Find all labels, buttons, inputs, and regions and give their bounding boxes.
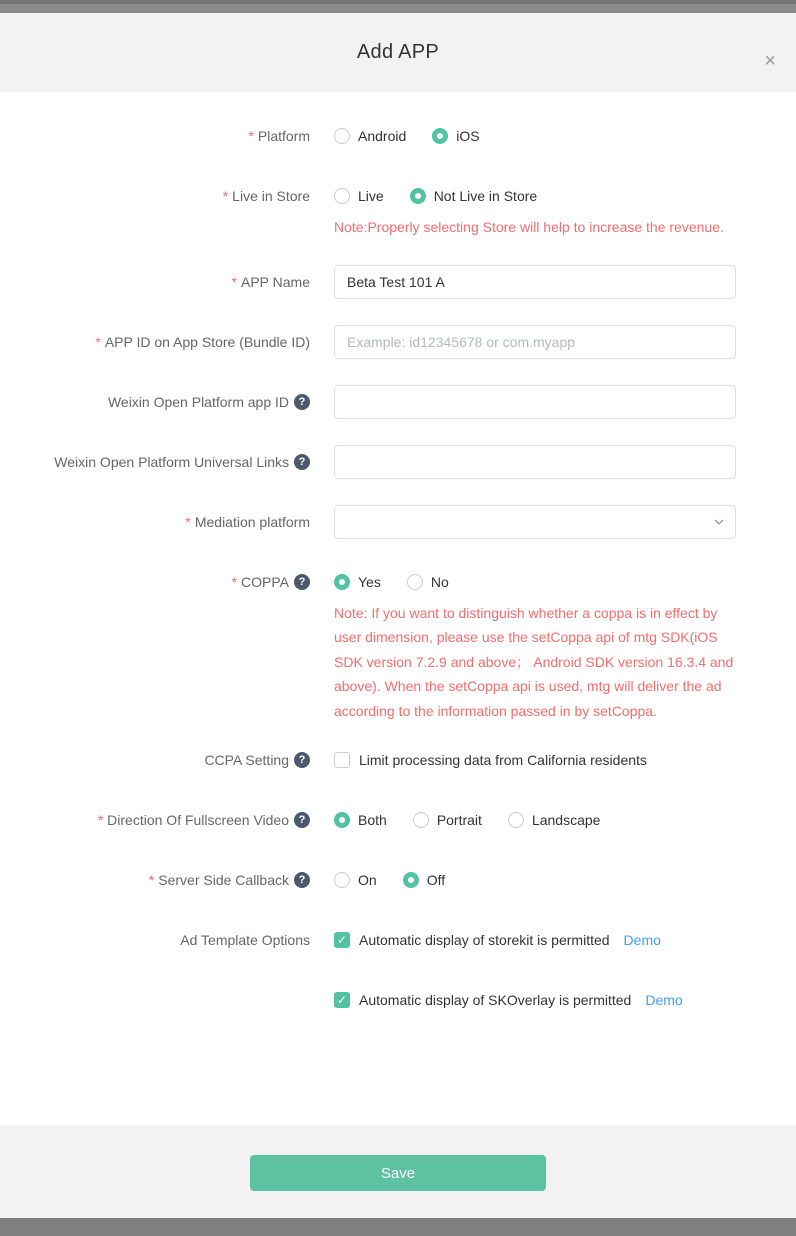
modal-footer [0, 1125, 796, 1218]
radio-coppa-no[interactable]: No [407, 572, 449, 592]
app-name-label: * APP Name [231, 273, 310, 290]
help-icon[interactable]: ? [294, 454, 310, 470]
platform-label: * Platform [248, 128, 310, 144]
help-icon[interactable]: ? [294, 752, 310, 768]
radio-circle-icon[interactable] [334, 872, 350, 888]
field-bundle-id [0, 325, 796, 359]
radio-on[interactable]: On [334, 870, 377, 890]
add-app-form [0, 92, 796, 1125]
live-in-store-label: * Live in Store [222, 188, 310, 204]
coppa-label: * COPPA ? [0, 572, 310, 592]
field-live-in-store [0, 186, 796, 240]
modal-title: Add APP [356, 41, 440, 63]
ccpa-checkbox-row: Limit processing data from California residents [334, 750, 736, 770]
radio-android[interactable]: Android [334, 126, 406, 146]
radio-ios[interactable]: iOS [432, 126, 479, 146]
bundle-id-input[interactable] [334, 325, 736, 359]
mediation-platform-select[interactable] [334, 505, 736, 539]
radio-circle-icon[interactable] [508, 812, 524, 828]
help-icon[interactable]: ? [294, 394, 310, 410]
help-icon[interactable]: ? [294, 574, 310, 590]
app-name-input[interactable] [334, 265, 736, 299]
help-icon[interactable]: ? [294, 872, 310, 888]
field-weixin-universal-links [0, 445, 796, 479]
required-marker: * [97, 812, 104, 828]
radio-circle-icon[interactable] [334, 128, 350, 144]
modal-header [0, 13, 796, 92]
radio-circle-checked-icon[interactable] [334, 574, 350, 590]
server-callback-label: * Server Side Callback ? [0, 870, 310, 890]
platform-radio-group [334, 126, 736, 146]
radio-coppa-yes[interactable]: Yes [334, 572, 381, 592]
radio-portrait[interactable]: Portrait [413, 810, 482, 830]
skoverlay-checkbox-row: ✓ Automatic display of SKOverlay is permitted Demo [334, 990, 736, 1010]
required-marker: * [231, 273, 237, 290]
radio-circle-checked-icon[interactable] [410, 188, 426, 204]
radio-circle-icon[interactable] [413, 812, 429, 828]
close-icon[interactable]: × [764, 50, 776, 72]
server-callback-radio-group [334, 870, 736, 890]
direction-radio-group [334, 810, 736, 830]
required-marker: * [222, 188, 229, 204]
help-icon[interactable]: ? [294, 812, 310, 828]
storekit-demo-link[interactable]: Demo [623, 932, 661, 948]
page-background-top [0, 0, 796, 13]
required-marker: * [148, 872, 155, 888]
weixin-universal-links-input[interactable] [334, 445, 736, 479]
field-mediation-platform [0, 505, 796, 539]
field-ccpa [0, 750, 796, 770]
field-ad-template-options [0, 930, 796, 1010]
page-background-bottom [0, 1218, 796, 1236]
weixin-universal-links-label: Weixin Open Platform Universal Links ? [0, 445, 310, 479]
store-note: Note:Properly selecting Store will help to increase the revenue. [334, 219, 724, 235]
radio-off[interactable]: Off [403, 870, 445, 890]
field-direction [0, 810, 796, 830]
radio-circle-icon[interactable] [334, 188, 350, 204]
checkbox-checked-icon[interactable]: ✓ [334, 932, 350, 948]
checkbox-unchecked-icon[interactable] [334, 752, 350, 768]
field-coppa [0, 572, 796, 724]
radio-circle-checked-icon[interactable] [334, 812, 350, 828]
radio-landscape[interactable]: Landscape [508, 810, 601, 830]
weixin-app-id-label: Weixin Open Platform app ID ? [0, 385, 310, 419]
radio-both[interactable]: Both [334, 810, 387, 830]
bundle-id-label: * APP ID on App Store (Bundle ID) [95, 333, 310, 350]
field-app-name [0, 265, 796, 299]
ad-template-options-label: Ad Template Options [180, 932, 310, 948]
coppa-radio-group [334, 572, 736, 592]
radio-circle-icon[interactable] [407, 574, 423, 590]
mediation-platform-label: * Mediation platform [185, 513, 310, 530]
save-button[interactable]: Save [250, 1155, 546, 1191]
checkbox-checked-icon[interactable]: ✓ [334, 992, 350, 1008]
skoverlay-demo-link[interactable]: Demo [645, 992, 683, 1008]
radio-live[interactable]: Live [334, 186, 384, 206]
weixin-app-id-input[interactable] [334, 385, 736, 419]
required-marker: * [95, 333, 101, 350]
required-marker: * [231, 573, 238, 590]
radio-not-live[interactable]: Not Live in Store [410, 186, 538, 206]
field-weixin-app-id [0, 385, 796, 419]
chevron-down-icon [713, 515, 725, 533]
ccpa-label: CCPA Setting ? [0, 750, 310, 770]
radio-circle-checked-icon[interactable] [403, 872, 419, 888]
required-marker: * [185, 513, 191, 530]
coppa-note: Note: If you want to distinguish whether a coppa is in effect by user dimension, please use the setCoppa api of mtg SDK(iOS SDK version 7.2.9 and above； Android SDK version 16.3.4 and above). When the setCoppa api is used, mtg will deliver the ad according to the information passed in by setCoppa. [334, 604, 734, 719]
field-server-callback [0, 870, 796, 890]
required-marker: * [248, 128, 254, 144]
field-platform [0, 126, 796, 146]
storekit-checkbox-row: ✓ Automatic display of storekit is permitted Demo [334, 930, 736, 950]
direction-label: * Direction Of Fullscreen Video ? [0, 810, 310, 830]
radio-circle-checked-icon[interactable] [432, 128, 448, 144]
live-in-store-radio-group [334, 186, 736, 206]
